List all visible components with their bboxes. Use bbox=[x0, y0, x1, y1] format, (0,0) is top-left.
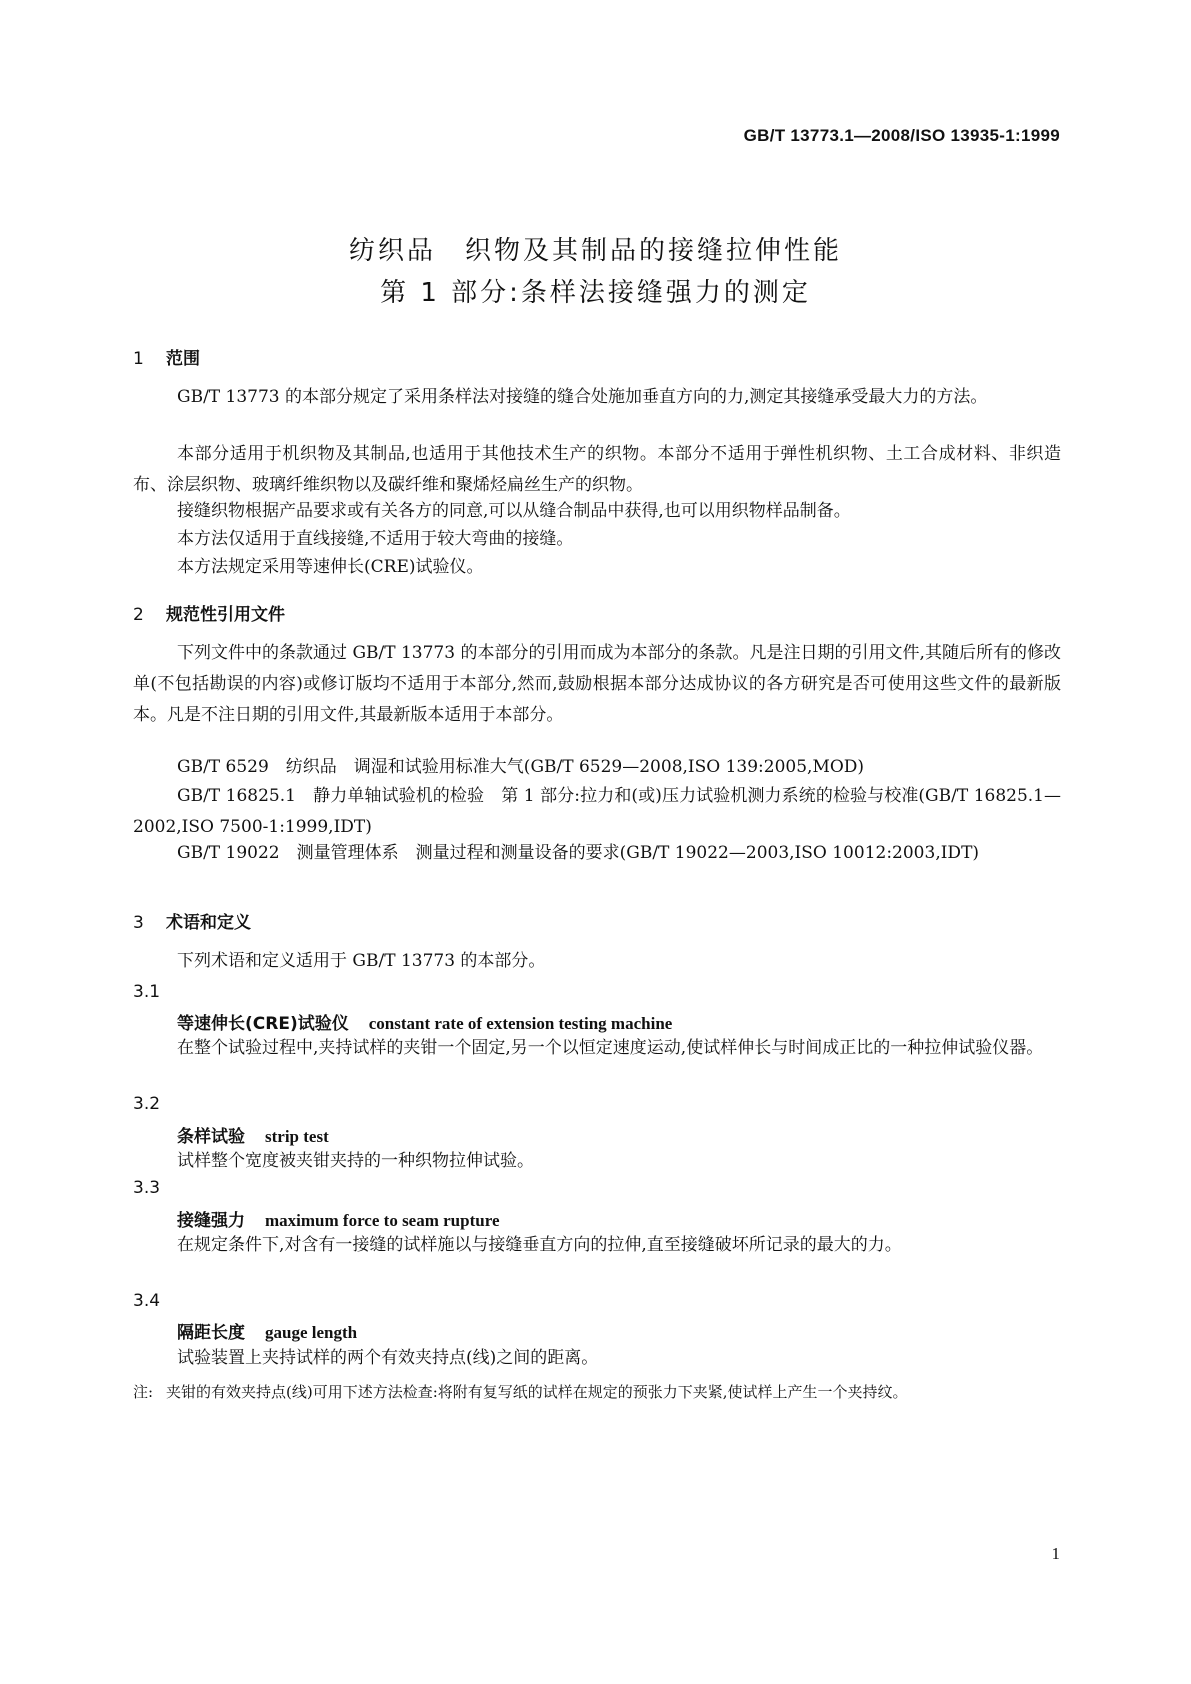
note bbox=[133, 1379, 1061, 1405]
section-1-paragraph: 本部分适用于机织物及其制品,也适用于其他技术生产的织物。本部分不适用于弹性机织物、土工合成材料、非织造布、涂层织物、玻璃纤维织物以及碳纤维和聚烯烃扁丝生产的织物。 bbox=[133, 444, 1061, 495]
note-text: 夹钳的有效夹持点(线)可用下述方法检查:将附有复写纸的试样在规定的预张力下夹紧,使试样上产生一个夹持纹。 bbox=[166, 1383, 908, 1401]
term-english: maximum force to seam rupture bbox=[265, 1211, 500, 1230]
document-title-line-1: 纺织品 织物及其制品的接缝拉伸性能 bbox=[348, 236, 842, 266]
term-entry bbox=[177, 1206, 500, 1231]
term-chinese: 条样试验 bbox=[177, 1127, 245, 1147]
section-1-paragraph: 接缝织物根据产品要求或有关各方的同意,可以从缝合制品中获得,也可以用织物样品制备。 bbox=[177, 501, 851, 521]
term-number: 3.4 bbox=[133, 1291, 161, 1311]
term-chinese: 隔距长度 bbox=[177, 1323, 245, 1343]
note-label: 注: bbox=[133, 1383, 154, 1401]
term-definition: 试验装置上夹持试样的两个有效夹持点(线)之间的距离。 bbox=[177, 1348, 599, 1368]
normative-reference: GB/T 19022 测量管理体系 测量过程和测量设备的要求(GB/T 19022—2003,ISO 10012:2003,IDT) bbox=[177, 843, 980, 863]
term-definition: 在整个试验过程中,夹持试样的夹钳一个固定,另一个以恒定速度运动,使试样伸长与时间成正比的一种拉伸试验仪器。 bbox=[177, 1038, 1044, 1058]
term-entry bbox=[177, 1318, 357, 1343]
normative-reference: GB/T 16825.1 静力单轴试验机的检验 第 1 部分:拉力和(或)压力试验机测力系统的检验与校准(GB/T 16825.1—2002,ISO 7500-1:1999,IDT) bbox=[133, 786, 1061, 837]
section-2-heading bbox=[133, 600, 285, 625]
section-title: 术语和定义 bbox=[166, 913, 251, 933]
page-number: 1 bbox=[1051, 1544, 1060, 1563]
term-chinese: 接缝强力 bbox=[177, 1211, 245, 1231]
section-2-paragraph: 下列文件中的条款通过 GB/T 13773 的本部分的引用而成为本部分的条款。凡是注日期的引用文件,其随后所有的修改单(不包括勘误的内容)或修订版均不适用于本部分,然而,鼓励根据本部分达成协议的各方研究是否可使用这些文件的最新版本。凡是不注日期的引用文件,其最新版本适用于本部分。 bbox=[133, 643, 1061, 725]
normative-reference: GB/T 6529 纺织品 调湿和试验用标准大气(GB/T 6529—2008,ISO 139:2005,MOD) bbox=[177, 757, 865, 777]
term-entry bbox=[177, 1122, 329, 1147]
term-english: constant rate of extension testing machine bbox=[368, 1014, 673, 1033]
section-number: 2 bbox=[133, 605, 144, 625]
section-1-paragraph: 本方法仅适用于直线接缝,不适用于较大弯曲的接缝。 bbox=[177, 529, 574, 549]
section-1-paragraph: GB/T 13773 的本部分规定了采用条样法对接缝的缝合处施加垂直方向的力,测定其接缝承受最大力的方法。 bbox=[177, 387, 988, 407]
term-chinese: 等速伸长(CRE)试验仪 bbox=[177, 1014, 349, 1034]
term-number: 3.2 bbox=[133, 1094, 161, 1114]
document-title-line-2: 第 1 部分:条样法接缝强力的测定 bbox=[380, 278, 811, 308]
section-3-paragraph: 下列术语和定义适用于 GB/T 13773 的本部分。 bbox=[177, 951, 546, 971]
section-1-paragraph: 本方法规定采用等速伸长(CRE)试验仪。 bbox=[177, 557, 484, 577]
section-number: 3 bbox=[133, 913, 144, 933]
term-number: 3.3 bbox=[133, 1178, 161, 1198]
section-3-heading bbox=[133, 908, 251, 933]
section-number: 1 bbox=[133, 349, 144, 369]
standard-number: GB/T 13773.1—2008/ISO 13935-1:1999 bbox=[743, 126, 1060, 145]
section-title: 范围 bbox=[166, 349, 200, 369]
section-1-heading bbox=[133, 344, 200, 369]
term-definition: 试样整个宽度被夹钳夹持的一种织物拉伸试验。 bbox=[177, 1151, 534, 1171]
term-entry bbox=[177, 1009, 672, 1034]
term-definition: 在规定条件下,对含有一接缝的试样施以与接缝垂直方向的拉伸,直至接缝破坏所记录的最大的力。 bbox=[177, 1235, 902, 1255]
term-english: gauge length bbox=[265, 1323, 358, 1342]
term-number: 3.1 bbox=[133, 982, 161, 1002]
term-english: strip test bbox=[265, 1127, 329, 1146]
section-title: 规范性引用文件 bbox=[166, 605, 285, 625]
